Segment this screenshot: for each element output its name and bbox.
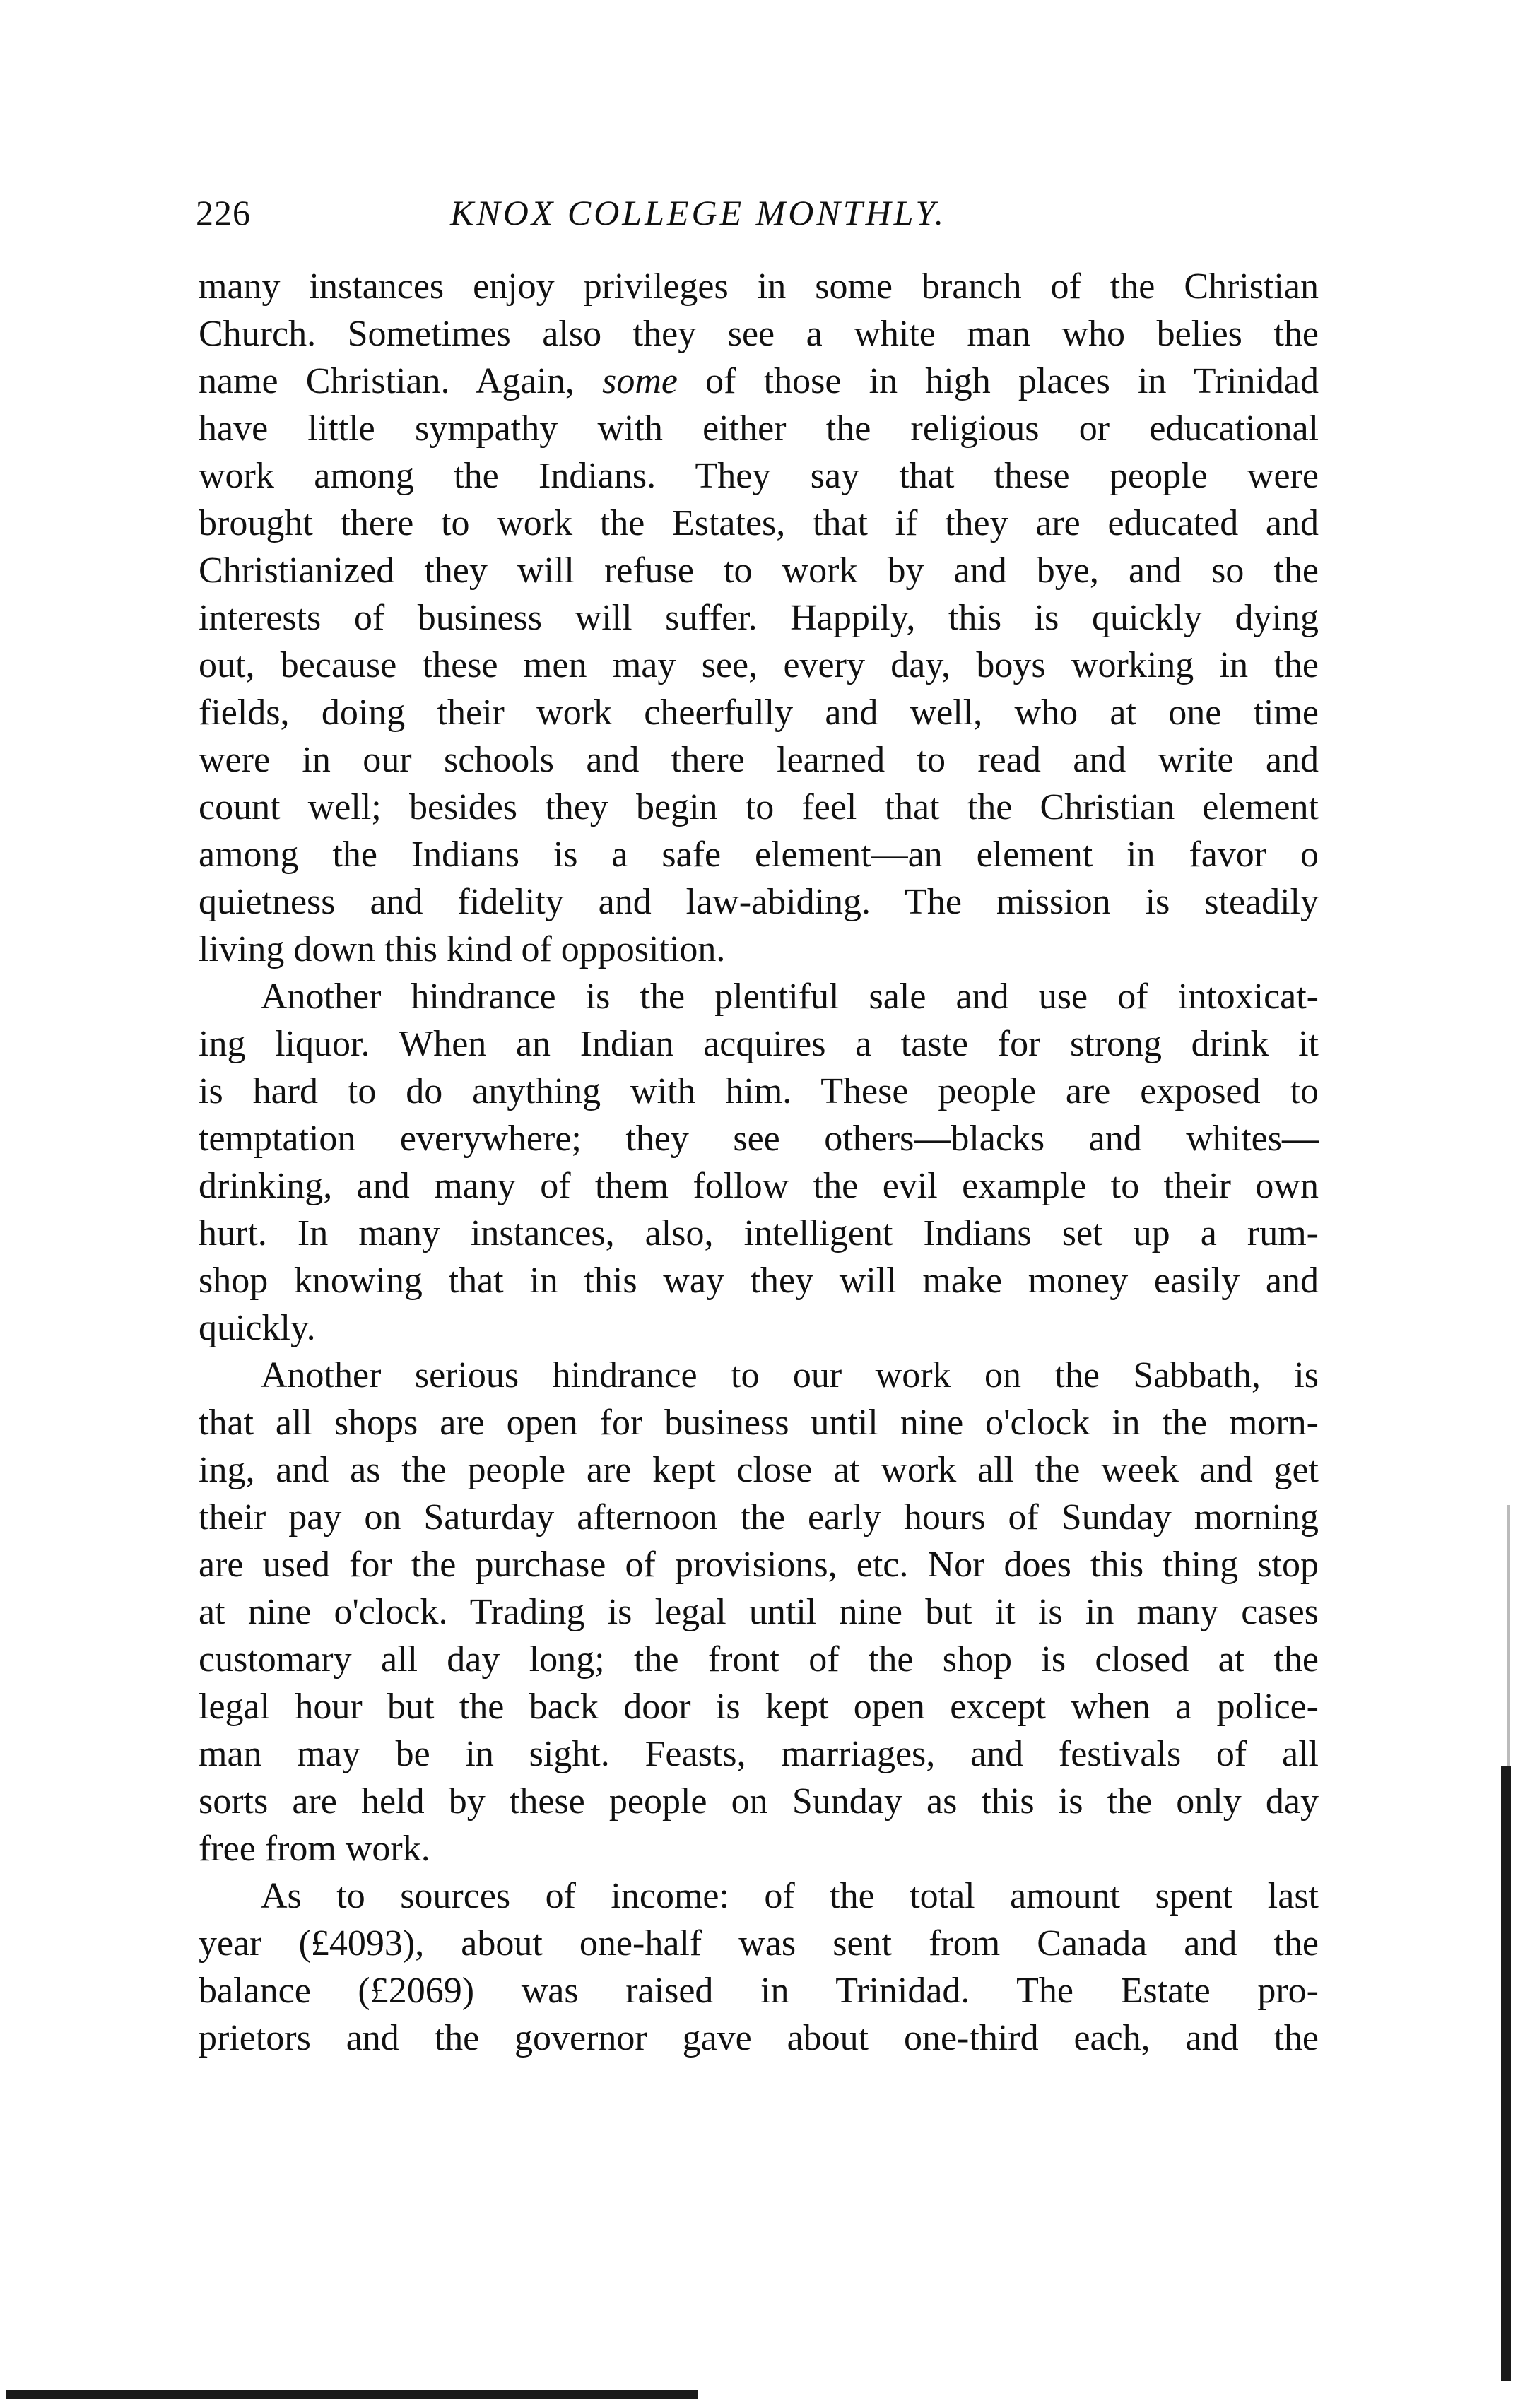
- paragraph: [199, 1872, 1319, 2062]
- page-header: [196, 192, 1319, 242]
- text-line: quickly.: [199, 1308, 316, 1348]
- text-line: man may be in sight. Feasts, marriages, and festivals of all: [199, 1734, 1319, 1774]
- text-line: count well; besides they begin to feel that the Christian element: [199, 787, 1319, 827]
- text-line: at nine o'clock. Trading is legal until nine but it is in many cases: [199, 1592, 1319, 1632]
- text-line: As to sources of income: of the total amount spent last: [261, 1876, 1319, 1916]
- text-line: drinking, and many of them follow the evil example to their own: [199, 1166, 1319, 1206]
- text-line: Another serious hindrance to our work on the Sabbath, is: [261, 1355, 1319, 1395]
- text-line: shop knowing that in this way they will make money easily and: [199, 1261, 1319, 1301]
- text-line: that all shops are open for business until nine o'clock in the morn-: [199, 1403, 1319, 1443]
- body-text: [199, 263, 1319, 2062]
- text-line: have little sympathy with either the religious or educational: [199, 408, 1319, 449]
- text-line: is hard to do anything with him. These people are exposed to: [199, 1071, 1319, 1111]
- scan-bottom-bar: [6, 2390, 698, 2399]
- text-line: Another hindrance is the plentiful sale and use of intoxicat-: [261, 976, 1319, 1017]
- page-number: 226: [196, 193, 251, 232]
- text-line: were in our schools and there learned to read and write and: [199, 740, 1319, 780]
- text-line: year (£4093), about one-half was sent from Canada and the: [199, 1923, 1319, 1964]
- text-line: prietors and the governor gave about one-third each, and the: [199, 2018, 1319, 2058]
- text-line: balance (£2069) was raised in Trinidad. The Estate pro-: [199, 1971, 1319, 2011]
- text-line: name Christian. Again, some of those in high places in Trinidad: [199, 361, 1319, 401]
- text-line: customary all day long; the front of the shop is closed at the: [199, 1639, 1319, 1680]
- paragraph: [199, 263, 1319, 973]
- text-line: Christianized they will refuse to work by and bye, and so the: [199, 550, 1319, 591]
- text-line: free from work.: [199, 1829, 430, 1869]
- text-line: are used for the purchase of provisions, etc. Nor does this thing stop: [199, 1545, 1319, 1585]
- text-line: among the Indians is a safe element—an element in favor o: [199, 834, 1319, 875]
- text-line: ing liquor. When an Indian acquires a taste for strong drink it: [199, 1024, 1319, 1064]
- scan-edge-bar: [1501, 1766, 1511, 2381]
- text-line: ing, and as the people are kept close at work all the week and get: [199, 1450, 1319, 1490]
- text-line: legal hour but the back door is kept open except when a police-: [199, 1687, 1319, 1727]
- text-line: Church. Sometimes also they see a white man who belies the: [199, 314, 1319, 354]
- emphasized-word: some: [602, 361, 678, 401]
- text-line: fields, doing their work cheerfully and well, who at one time: [199, 692, 1319, 733]
- text-line: temptation everywhere; they see others—blacks and whites—: [199, 1119, 1319, 1159]
- text-line: quietness and fidelity and law-abiding. The mission is steadily: [199, 882, 1319, 922]
- text-line: work among the Indians. They say that these people were: [199, 456, 1319, 496]
- text-line: hurt. In many instances, also, intelligent Indians set up a rum-: [199, 1213, 1319, 1253]
- text-line: living down this kind of opposition.: [199, 929, 726, 969]
- text-line: many instances enjoy privileges in some branch of the Christian: [199, 266, 1319, 307]
- text-line: brought there to work the Estates, that if they are educated and: [199, 503, 1319, 543]
- scan-edge-mark: [1507, 1505, 1510, 1766]
- paragraph: [199, 973, 1319, 1352]
- paragraph: [199, 1352, 1319, 1872]
- text-line: their pay on Saturday afternoon the early hours of Sunday morning: [199, 1497, 1319, 1538]
- running-head: KNOX COLLEGE MONTHLY.: [450, 193, 947, 232]
- text-line: interests of business will suffer. Happily, this is quickly dying: [199, 598, 1319, 638]
- text-line: sorts are held by these people on Sunday as this is the only day: [199, 1781, 1319, 1822]
- text-line: out, because these men may see, every day, boys working in the: [199, 645, 1319, 685]
